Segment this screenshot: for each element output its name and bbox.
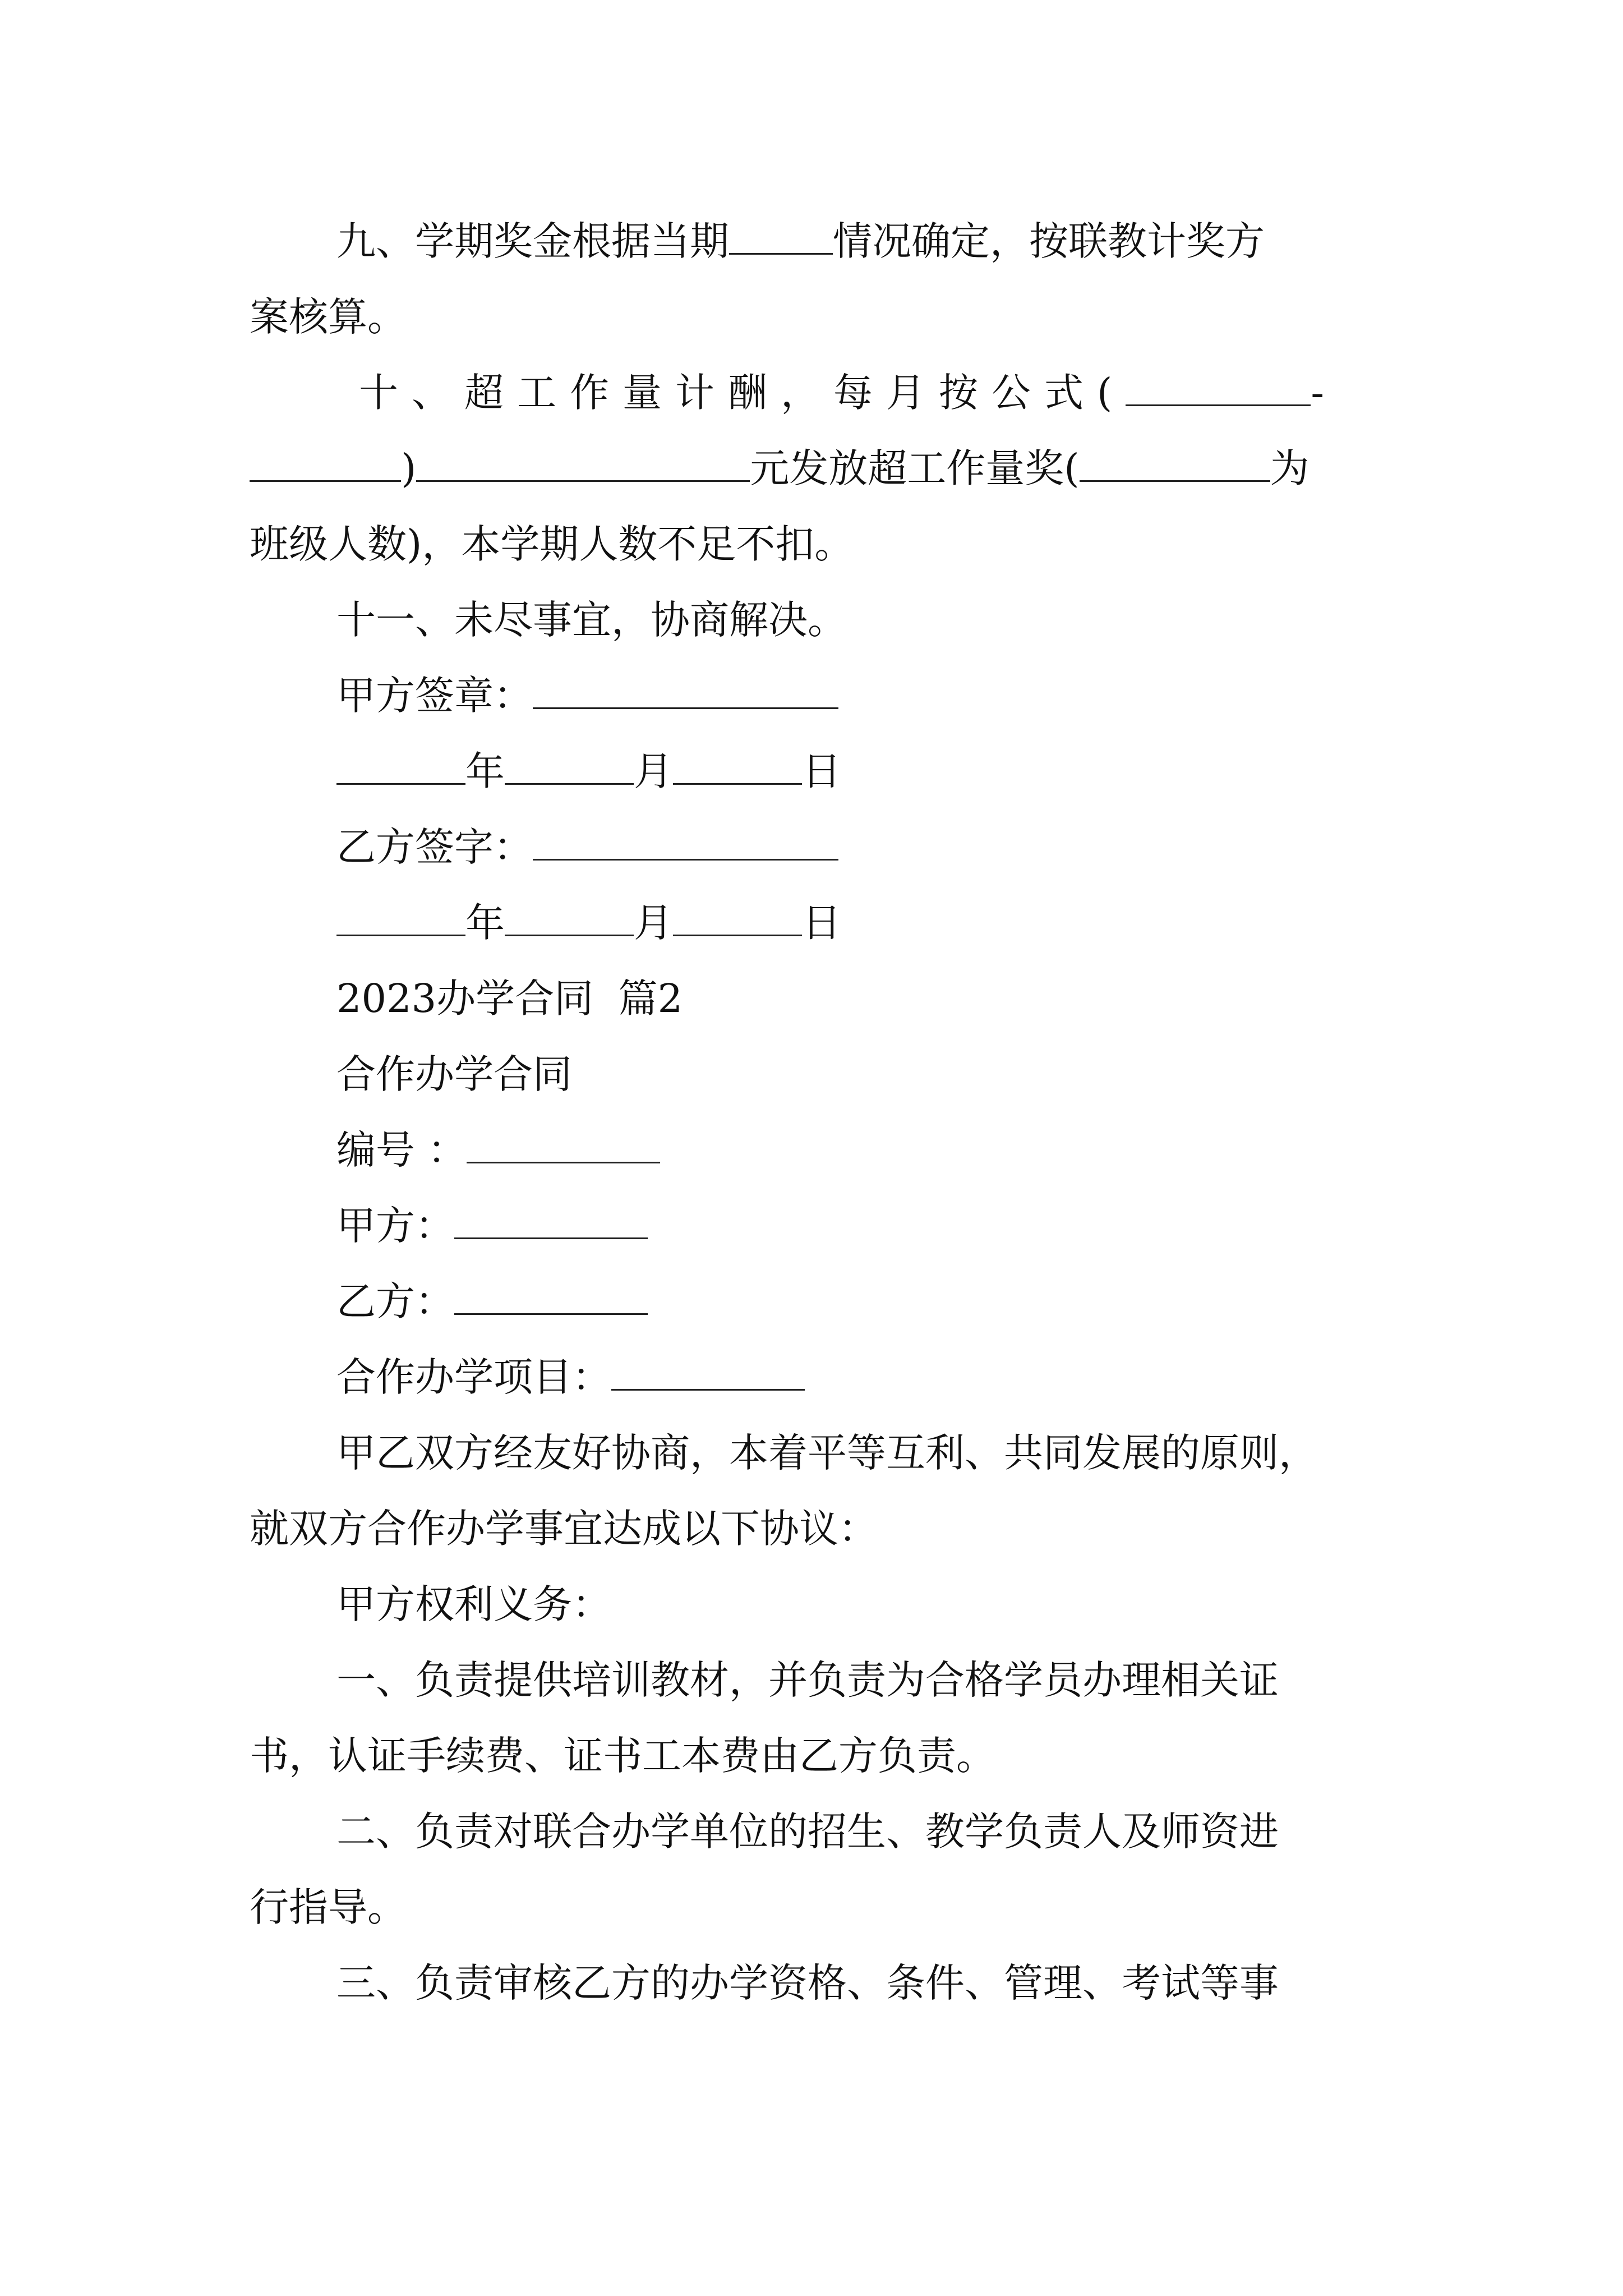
signature-blank xyxy=(533,824,838,861)
clause-9-line-1 xyxy=(336,216,1265,266)
year-blank xyxy=(336,748,465,785)
party-b-blank xyxy=(454,1278,648,1315)
day-label: 日 xyxy=(802,748,841,794)
clause-10-line-3: 班级人数)，本学期人数不足不扣。 xyxy=(250,521,854,567)
intro-line-2: 就双方合作办学事宜达成以下协议： xyxy=(250,1506,878,1552)
clause-9-text-a: 九、学期奖金根据当期 xyxy=(336,218,729,264)
party-b-signature-label: 乙方签字： xyxy=(336,824,533,870)
project-label: 合作办学项目： xyxy=(336,1354,611,1400)
year-blank xyxy=(336,900,465,936)
right-1-line-1: 一、负责提供培训教材，并负责为合格学员办理相关证 xyxy=(336,1657,1279,1703)
right-2-line-1: 二、负责对联合办学单位的招生、教学负责人及师资进 xyxy=(336,1809,1279,1855)
intro-line-1: 甲乙双方经友好协商，本着平等互利、共同发展的原则， xyxy=(336,1430,1318,1476)
signature-blank xyxy=(533,673,838,709)
clause-10-text-b: - xyxy=(1311,370,1338,416)
party-b-signature-line xyxy=(336,822,838,872)
party-b-label: 乙方： xyxy=(336,1278,454,1324)
year-label: 年 xyxy=(465,900,505,946)
day-blank xyxy=(673,900,802,936)
fill-blank xyxy=(1080,445,1270,482)
right-2-line-2: 行指导。 xyxy=(250,1884,407,1930)
month-label: 月 xyxy=(634,748,673,794)
number-blank xyxy=(467,1127,660,1163)
clause-10-text-e: 为 xyxy=(1270,445,1310,491)
contract-number-label: 编号 ： xyxy=(336,1127,467,1173)
section-title: 2023办学合同 篇2 xyxy=(336,976,683,1022)
contract-title: 合作办学合同 xyxy=(336,1051,572,1097)
month-label: 月 xyxy=(634,900,673,946)
fill-blank xyxy=(416,445,750,482)
clause-9-line-2: 案核算。 xyxy=(250,294,407,340)
party-a-label: 甲方： xyxy=(336,1203,454,1249)
day-blank xyxy=(673,748,802,785)
clause-10-text-a: 十、超工作量计酬，每月按公式( xyxy=(359,370,1126,416)
right-1-line-2: 书，认证手续费、证书工本费由乙方负责。 xyxy=(250,1733,995,1779)
party-a-blank xyxy=(454,1203,648,1239)
year-label: 年 xyxy=(465,748,505,794)
date-line-1 xyxy=(336,746,841,797)
contract-number-line xyxy=(336,1125,660,1175)
party-a-signature-label: 甲方签章： xyxy=(336,673,533,719)
fill-blank xyxy=(250,445,401,482)
clause-10-line-1 xyxy=(359,367,1338,418)
project-line xyxy=(336,1352,805,1402)
day-label: 日 xyxy=(802,900,841,946)
month-blank xyxy=(505,748,634,785)
date-line-2 xyxy=(336,898,841,948)
clause-11: 十一、未尽事宜，协商解决。 xyxy=(336,597,847,643)
clause-9-text-b: 情况确定，按联教计奖方 xyxy=(833,218,1265,264)
right-3-line-1: 三、负责审核乙方的办学资格、条件、管理、考试等事 xyxy=(336,1960,1279,2006)
clause-10-text-c: ) xyxy=(401,445,417,491)
project-blank xyxy=(611,1354,805,1391)
clause-10-text-d: 元发放超工作量奖( xyxy=(750,445,1080,491)
fill-blank xyxy=(729,218,833,255)
party-b-line xyxy=(336,1276,648,1327)
rights-title: 甲方权利义务： xyxy=(336,1581,611,1627)
fill-blank xyxy=(1126,370,1311,406)
party-a-line xyxy=(336,1200,648,1251)
month-blank xyxy=(505,900,634,936)
clause-10-line-2 xyxy=(250,443,1310,494)
party-a-signature-line xyxy=(336,670,838,721)
